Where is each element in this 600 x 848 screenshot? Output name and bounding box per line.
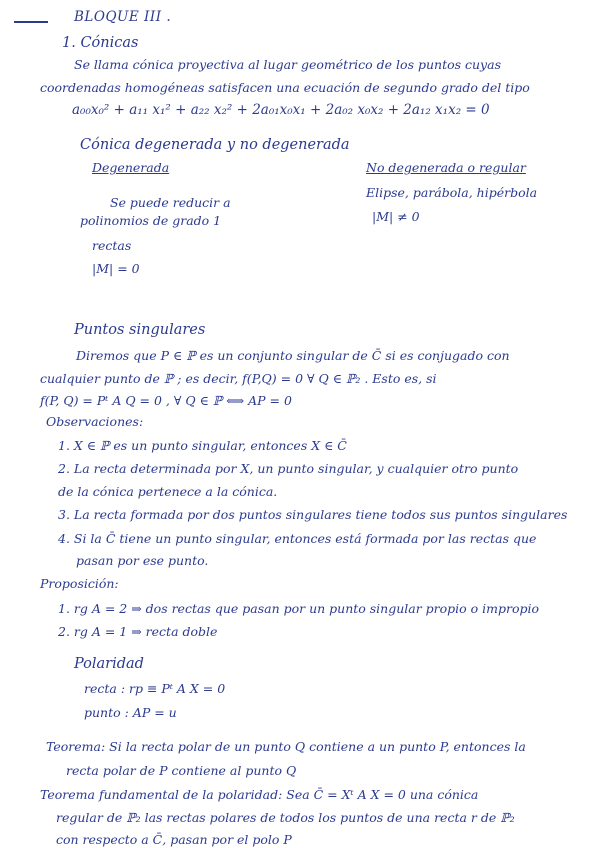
observation-4b: pasan por ese punto. [76, 553, 209, 568]
polar-point: punto : AP = u [84, 705, 177, 720]
proposition-2: 2. rg A = 1 ⇒ recta doble [58, 624, 218, 639]
singular-heading: Puntos singulares [74, 322, 206, 338]
singular-line-1: Diremos que P ∈ ℙ es un conjunto singular de C̄ si es conjugado con [76, 348, 510, 363]
degenerate-heading: Cónica degenerada y no degenerada [80, 137, 350, 153]
observation-2a: 2. La recta determinada por X, un punto singular, y cualquier otro punto [58, 461, 519, 476]
intro-line-2: coordenadas homogéneas satisfacen una ecuación de segundo grado del tipo [40, 80, 530, 95]
degenerate-line-4: |M| = 0 [92, 261, 140, 276]
nondegenerate-title: No degenerada o regular [366, 160, 526, 175]
polarity-heading: Polaridad [74, 656, 144, 672]
degenerate-title: Degenerada [92, 160, 170, 175]
block-title: BLOQUE III . [74, 9, 172, 25]
section-title: 1. Cónicas [62, 35, 139, 51]
theorem-2b: regular de ℙ₂ las rectas polares de todos los puntos de una recta r de ℙ₂ [56, 810, 515, 825]
singular-line-3: f(P, Q) = Pᵗ A Q = 0 , ∀ Q ∈ ℙ ⟺ AP = 0 [40, 393, 292, 408]
nondegenerate-line-1: Elipse, parábola, hipérbola [366, 185, 538, 200]
theorem-1a: Teorema: Si la recta polar de un punto Q contiene a un punto P, entonces la [46, 739, 526, 754]
polar-line: recta : rp ≡ Pᵗ A X = 0 [84, 681, 226, 696]
proposition-1: 1. rg A = 2 ⇒ dos rectas que pasan por un punto singular propio o impropio [58, 601, 540, 616]
conic-equation: a₀₀x₀² + a₁₁ x₁² + a₂₂ x₂² + 2a₀₁x₀x₁ + 2a₀₂ x₀x₂ + 2a₁₂ x₁x₂ = 0 [72, 102, 490, 118]
degenerate-line-2: polinomios de grado 1 [80, 213, 222, 228]
theorem-1b: recta polar de P contiene al punto Q [66, 763, 297, 778]
observation-3: 3. La recta formada por dos puntos singulares tiene todos sus puntos singulares [58, 507, 568, 522]
theorem-2c: con respecto a C̄, pasan por el polo P [56, 832, 292, 847]
observation-4a: 4. Si la C̄ tiene un punto singular, entonces está formada por las rectas que [58, 531, 537, 546]
observation-1: 1. X ∈ ℙ es un punto singular, entonces X ∈ C̄ [58, 438, 347, 453]
intro-line-1: Se llama cónica proyectiva al lugar geométrico de los puntos cuyas [74, 57, 501, 72]
degenerate-line-3: rectas [92, 238, 132, 253]
theorem-2a: Teorema fundamental de la polaridad: Sea C̄ = Xᵗ A X = 0 una cónica [40, 787, 479, 802]
nondegenerate-line-2: |M| ≠ 0 [372, 209, 420, 224]
degenerate-line-1: Se puede reducir a [110, 195, 231, 210]
proposition-label: Proposición: [40, 576, 119, 591]
top-rule [14, 21, 48, 23]
singular-line-2: cualquier punto de ℙ ; es decir, f(P,Q) = 0 ∀ Q ∈ ℙ₂ . Esto es, si [40, 371, 437, 386]
observations-label: Observaciones: [46, 414, 144, 429]
observation-2b: de la cónica pertenece a la cónica. [58, 484, 278, 499]
